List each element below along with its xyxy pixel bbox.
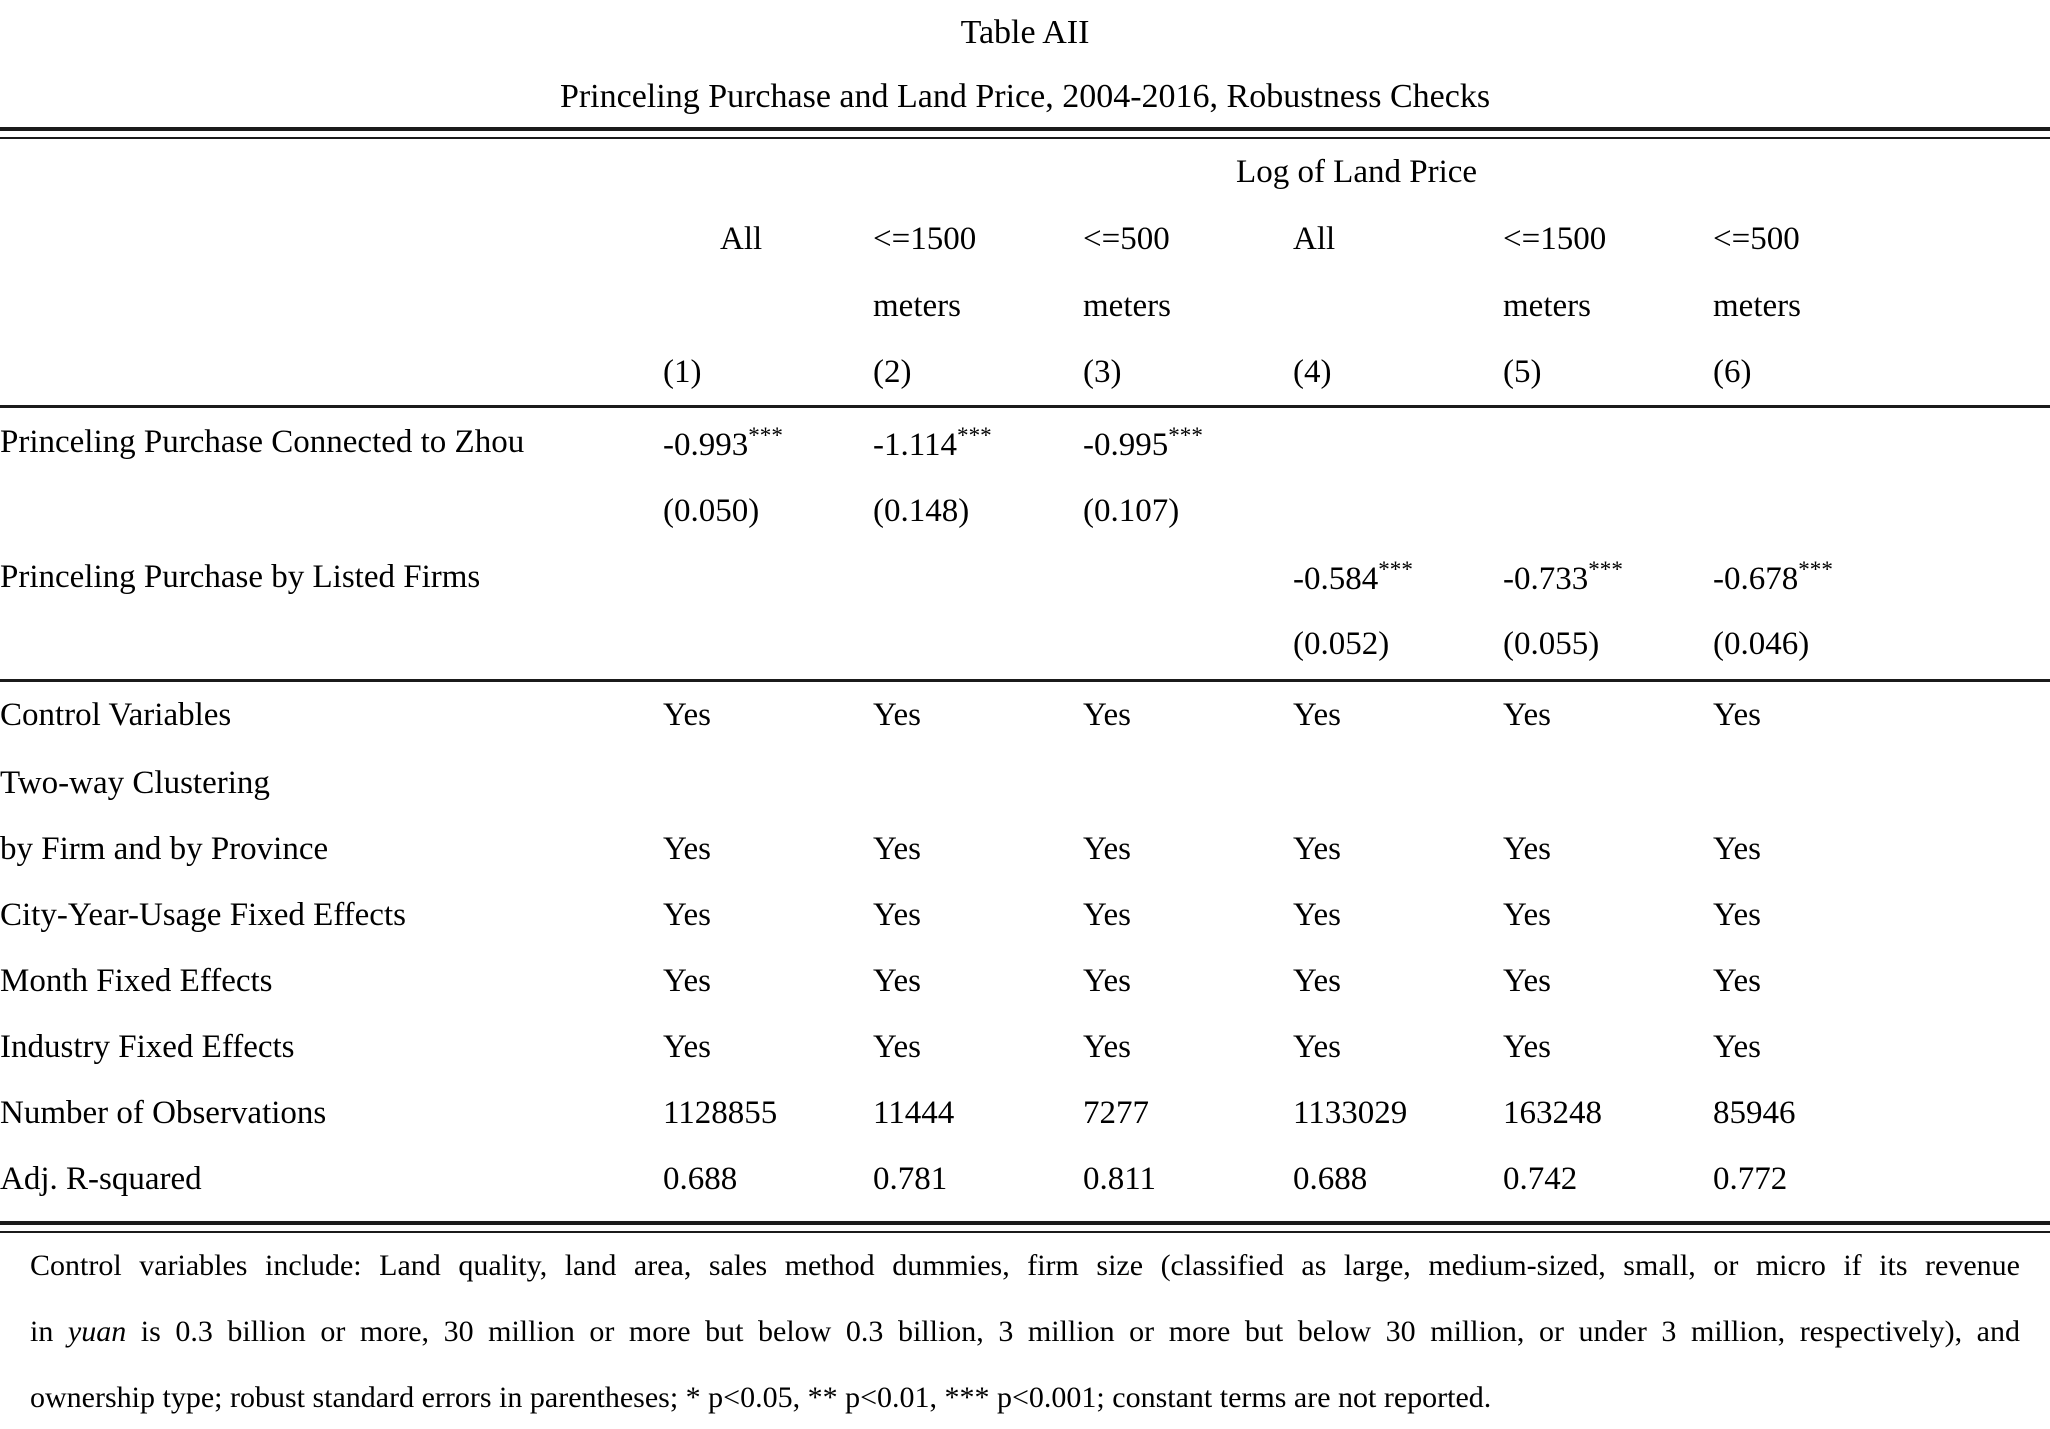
column-number: (1) <box>663 353 702 390</box>
column-number: (5) <box>1503 353 1542 390</box>
info-value: Yes <box>873 962 922 999</box>
info-value: Yes <box>1503 962 1552 999</box>
row-label: Month Fixed Effects <box>0 962 273 999</box>
column-header-units-row <box>0 273 2050 340</box>
standard-error-value <box>1293 478 1503 544</box>
significance-stars: *** <box>1168 421 1203 448</box>
coefficient-value: -0.993*** <box>663 406 873 478</box>
table-footnote <box>30 1233 2020 1429</box>
empty-cell <box>0 273 663 340</box>
column-header-unit: meters <box>1503 288 1591 324</box>
significance-stars: *** <box>1798 556 1833 582</box>
info-value: 1133029 <box>1293 1094 1408 1131</box>
standard-error-value <box>1503 478 1713 544</box>
info-value: Yes <box>663 830 712 867</box>
table-top-rule <box>0 127 2050 139</box>
info-value: Yes <box>663 962 712 999</box>
info-value: Yes <box>1083 896 1132 933</box>
column-header-row <box>0 205 2050 273</box>
coefficient-value: -0.995*** <box>1083 406 1293 478</box>
coefficient-value <box>873 544 1083 610</box>
row-label: Number of Observations <box>0 1094 327 1131</box>
standard-error-value: (0.050) <box>663 492 760 529</box>
column-header-unit <box>1293 273 1503 340</box>
footnote-line-2-pre: in <box>30 1315 68 1348</box>
column-header-unit: meters <box>873 288 961 324</box>
significance-stars: *** <box>1588 556 1623 582</box>
row-label: Two-way Clustering <box>0 764 270 801</box>
info-value: 0.772 <box>1713 1160 1788 1197</box>
standard-error-row <box>0 610 2050 680</box>
table-subtitle: Princeling Purchase and Land Price, 2004-2016, Robustness Checks <box>559 78 1491 115</box>
info-value: Yes <box>663 1028 712 1065</box>
span-header-row <box>0 139 2050 205</box>
row-label: by Firm and by Province <box>0 830 329 867</box>
coefficient-value <box>1713 406 2050 478</box>
info-value: Yes <box>1713 896 1762 933</box>
table-title: Table AII <box>960 14 1090 51</box>
info-row <box>0 1080 2050 1146</box>
info-value: Yes <box>1503 1028 1552 1065</box>
column-header-unit: meters <box>1083 288 1171 324</box>
empty-cell <box>0 478 663 544</box>
info-value <box>1293 750 1503 816</box>
info-value: Yes <box>1293 1028 1342 1065</box>
info-value: Yes <box>663 680 873 750</box>
info-row <box>0 1146 2050 1212</box>
info-value: Yes <box>873 1028 922 1065</box>
coefficient-value <box>1083 544 1293 610</box>
standard-error-row <box>0 478 2050 544</box>
info-value: Yes <box>1293 896 1342 933</box>
coefficient-row <box>0 406 2050 478</box>
coefficient-value <box>663 544 873 610</box>
info-value <box>873 750 1083 816</box>
standard-error-value <box>663 610 873 680</box>
empty-cell <box>0 340 663 406</box>
info-value: Yes <box>873 830 922 867</box>
info-row <box>0 882 2050 948</box>
footnote-line-3: ownership type; robust standard errors in parentheses; * p<0.05, ** p<0.01, *** p<0.001; constant terms are not reported. <box>30 1381 1492 1414</box>
row-label: Adj. R-squared <box>0 1160 202 1197</box>
info-value: 11444 <box>873 1094 955 1131</box>
standard-error-value <box>1083 610 1293 680</box>
column-number: (6) <box>1713 353 1752 390</box>
info-value: 85946 <box>1713 1094 1796 1131</box>
coefficient-value <box>1503 406 1713 478</box>
info-value: 0.688 <box>1293 1160 1368 1197</box>
standard-error-value <box>1713 478 2050 544</box>
footnote-line-1: Control variables include: Land quality, land area, sales method dummies, firm size (classified as large, medium-sized, small, or micro if its revenue <box>30 1249 2020 1282</box>
coefficient-value: -0.733*** <box>1503 556 1623 597</box>
standard-error-value: (0.055) <box>1503 625 1600 662</box>
coefficient-value <box>1293 406 1503 478</box>
column-number: (3) <box>1083 353 1122 390</box>
column-header: All <box>720 220 763 257</box>
row-label: Industry Fixed Effects <box>0 1028 295 1065</box>
column-number: (4) <box>1293 353 1332 390</box>
empty-cell <box>0 610 663 680</box>
info-value <box>1503 750 1713 816</box>
info-row <box>0 948 2050 1014</box>
info-row <box>0 750 2050 816</box>
standard-error-value: (0.052) <box>1293 625 1390 662</box>
significance-stars: *** <box>957 421 992 448</box>
column-number: (2) <box>873 353 912 390</box>
info-value: Yes <box>1713 962 1762 999</box>
info-value: Yes <box>1083 962 1132 999</box>
info-value: Yes <box>1713 830 1762 867</box>
row-label: City-Year-Usage Fixed Effects <box>0 896 406 933</box>
info-value <box>1713 750 2050 816</box>
coefficient-row <box>0 544 2050 610</box>
column-header-unit <box>663 273 873 340</box>
info-value <box>1083 750 1293 816</box>
info-value: Yes <box>1293 830 1342 867</box>
regression-table <box>0 139 2050 1212</box>
row-label: Princeling Purchase by Listed Firms <box>0 558 481 595</box>
info-value: Yes <box>1713 680 2050 750</box>
info-row <box>0 680 2050 750</box>
span-header: Log of Land Price <box>1236 153 1478 190</box>
column-header-unit: meters <box>1713 288 1801 324</box>
row-label: Princeling Purchase Connected to Zhou <box>0 406 663 478</box>
row-label: Control Variables <box>0 680 663 750</box>
info-row <box>0 816 2050 882</box>
info-value: Yes <box>1083 1028 1132 1065</box>
column-header: <=500 <box>1713 220 1800 257</box>
column-header: <=1500 <box>873 220 977 257</box>
info-value: Yes <box>1503 896 1552 933</box>
column-header: All <box>1293 220 1336 257</box>
coefficient-value: -0.678*** <box>1713 556 1833 597</box>
table-bottom-rule <box>0 1221 2050 1233</box>
footnote-line-2 <box>30 1299 2020 1365</box>
empty-cell <box>0 139 663 205</box>
column-header: <=1500 <box>1503 220 1607 257</box>
column-number-row <box>0 340 2050 406</box>
info-value: 163248 <box>1503 1094 1602 1131</box>
info-value: 0.742 <box>1503 1160 1578 1197</box>
standard-error-value: (0.148) <box>873 492 970 529</box>
empty-cell <box>0 205 663 273</box>
info-value: 1128855 <box>663 1094 778 1131</box>
coefficient-value: -1.114*** <box>873 406 1083 478</box>
info-value <box>663 750 873 816</box>
info-value: Yes <box>1293 680 1503 750</box>
standard-error-value <box>873 610 1083 680</box>
footnote-line-2-post: is 0.3 billion or more, 30 million or more but below 0.3 billion, 3 million or more but below 30 million, or under 3 million, respectively), and <box>126 1315 2020 1348</box>
info-value: 0.688 <box>663 1160 738 1197</box>
info-value: Yes <box>873 896 922 933</box>
info-value: Yes <box>1083 830 1132 867</box>
info-value: Yes <box>1503 830 1552 867</box>
footnote-line-2-italic: yuan <box>67 1315 127 1348</box>
info-value: Yes <box>1083 680 1293 750</box>
info-value: 0.781 <box>873 1160 948 1197</box>
info-row <box>0 1014 2050 1080</box>
standard-error-value: (0.107) <box>1083 492 1180 529</box>
info-value: Yes <box>873 680 1083 750</box>
info-value: Yes <box>1713 1028 1762 1065</box>
info-value: 7277 <box>1083 1094 1149 1131</box>
significance-stars: *** <box>1378 556 1413 582</box>
info-value: Yes <box>1293 962 1342 999</box>
coefficient-value: -0.584*** <box>1293 556 1413 597</box>
info-value: Yes <box>1503 680 1713 750</box>
column-header: <=500 <box>1083 220 1170 257</box>
significance-stars: *** <box>748 421 783 448</box>
info-value: Yes <box>663 896 712 933</box>
info-value: 0.811 <box>1083 1160 1157 1197</box>
standard-error-value: (0.046) <box>1713 625 1810 662</box>
